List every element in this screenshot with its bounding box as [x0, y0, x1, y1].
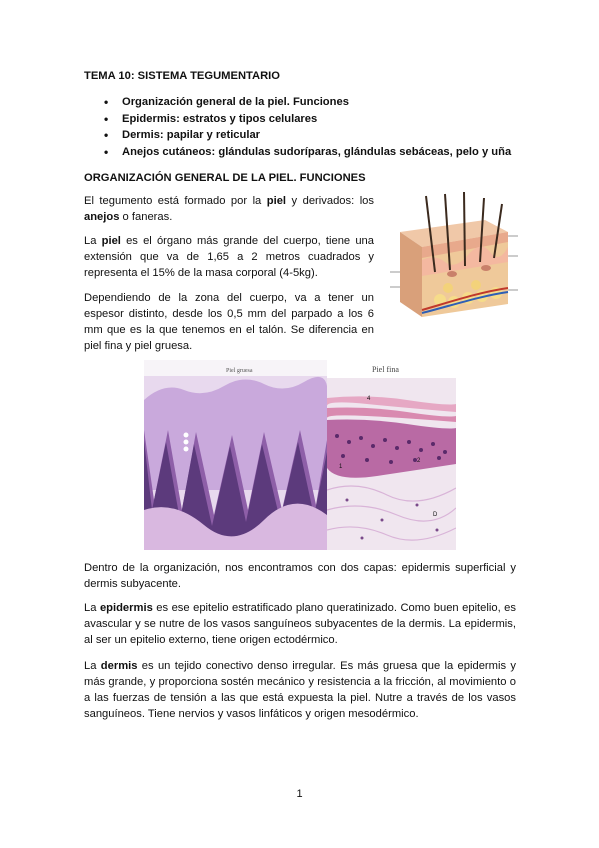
marker-1: 1	[339, 464, 343, 470]
label-piel-gruesa: Piel gruesa	[226, 368, 253, 374]
paragraph-espesor: Dependiendo de la zona del cuerpo, va a tener un espesor distinto, desde los 0,5 mm del parpado a los 6 mm que es la que tenemos en el talón. Se diferencia en piel fina y piel gruesa.	[84, 292, 374, 352]
topic-item: • Dermis: papilar y reticular	[104, 127, 511, 144]
label-piel-fina: Piel fina	[372, 365, 399, 374]
marker-4: 4	[367, 396, 371, 402]
histology-figure	[144, 360, 456, 550]
piel-gruesa-micrograph	[144, 360, 327, 550]
document-title: TEMA 10: SISTEMA TEGUMENTARIO	[84, 70, 280, 82]
paragraph-piel: La piel es el órgano más grande del cuerpo, tiene una extensión que va de 1,65 a 2 metros cuadrados y representa el 15% de la masa corporal (4-5kg).	[84, 235, 374, 279]
piel-fina-micrograph	[327, 360, 456, 550]
paragraph-epidermis: La epidermis es ese epitelio estratificado plano queratinizado. Como buen epitelio, es avascular y se nutre de los vasos sanguíneos subyacentes de la dermis. La epidermis, al ser un epitelio externo, tiene origen ectodérmico.	[84, 602, 516, 646]
marker-d: D	[433, 512, 438, 518]
paragraph-tegumento: El tegumento está formado por la piel y derivados: los anejos o faneras.	[84, 195, 374, 223]
topic-item: • Anejos cutáneos: glándulas sudoríparas, glándulas sebáceas, pelo y uña	[104, 144, 511, 161]
paragraph-dermis: La dermis es un tejido conectivo denso irregular. Es más gruesa que la epidermis y más grande, y proporciona sostén mecánico y resistencia a la fricción, al movimiento o a las fuerzas de tensión a las que está expuesta la piel. Nutre a través de los vasos sanguíneos. Tiene nervios y vasos linfáticos y origen mesodérmico.	[84, 660, 516, 720]
topic-item: • Organización general de la piel. Funciones	[104, 94, 511, 111]
paragraph-capas: Dentro de la organización, nos encontramos con dos capas: epidermis superficial y dermis subyacente.	[84, 562, 516, 590]
section-heading: ORGANIZACIÓN GENERAL DE LA PIEL. FUNCIONES	[84, 172, 366, 184]
marker-2: 2	[417, 458, 421, 464]
topic-item: • Epidermis: estratos y tipos celulares	[104, 111, 511, 128]
page-number: 1	[296, 788, 303, 800]
topic-list	[104, 94, 511, 160]
skin-diagram-image	[390, 192, 518, 322]
